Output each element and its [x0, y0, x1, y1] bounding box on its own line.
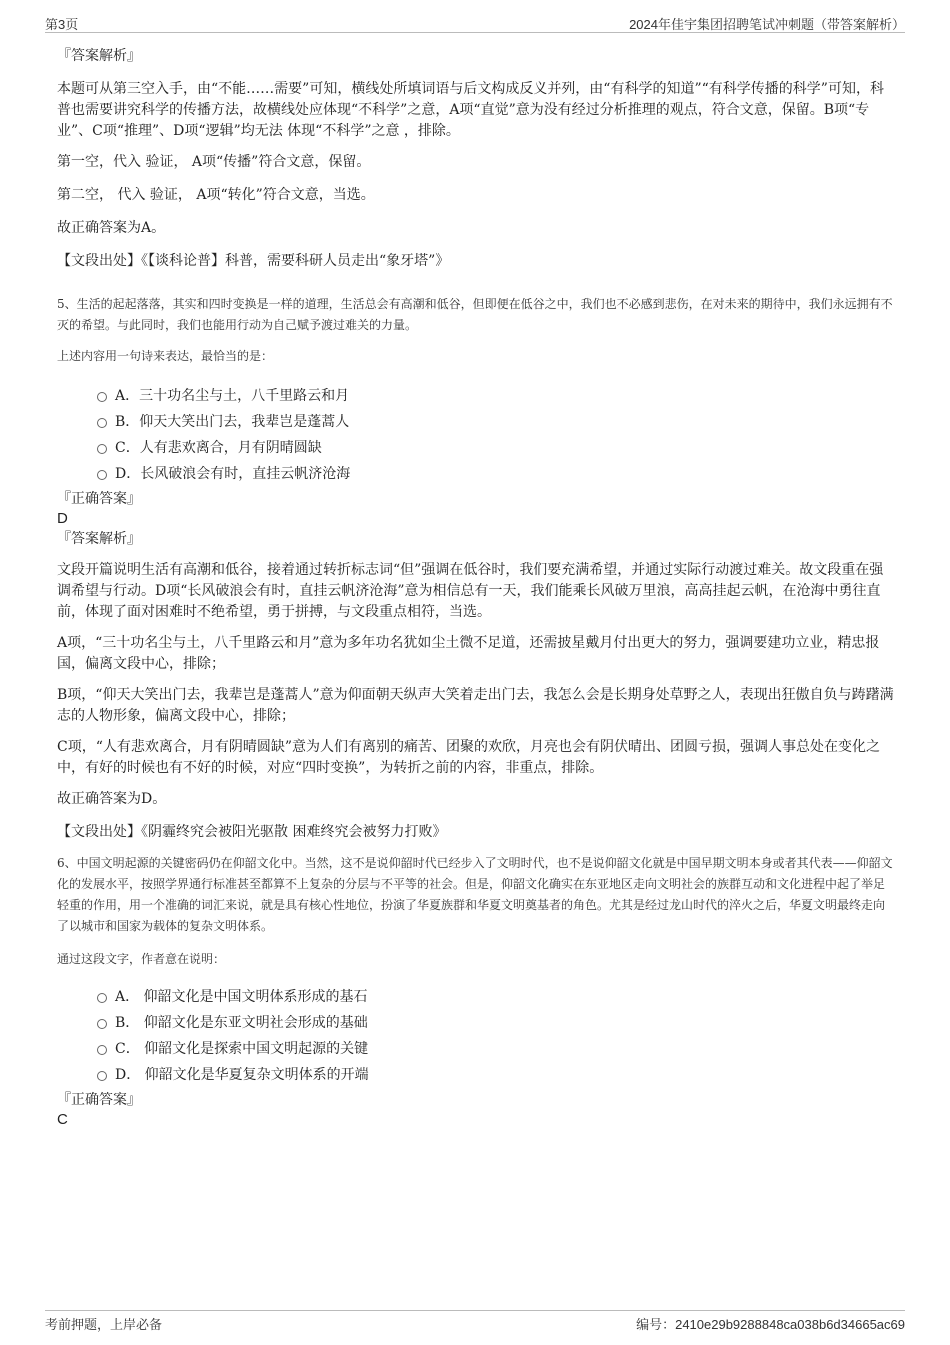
q4-analysis-paragraph: 故正确答案为A。: [57, 220, 166, 236]
q6-option-d[interactable]: [97, 1062, 895, 1088]
q4-source: 【文段出处】《【谈科论普】科普，需要科研人员走出“象牙塔”》: [57, 253, 450, 269]
q5-analysis-paragraph: A项，“三十功名尘与土，八千里路云和月”意为多年功名犹如尘土微不足道，还需披星戴月付出更大的努力，强调要建功立业，精忠报国，偏离文段中心，排除；: [57, 635, 880, 672]
footer-slogan: 考前押题，上岸必备: [45, 1317, 163, 1332]
page-number: 第3页: [45, 17, 79, 32]
radio-icon[interactable]: [97, 444, 107, 454]
q4-analysis-heading: 『答案解析』: [57, 48, 141, 64]
radio-icon[interactable]: [97, 993, 107, 1003]
radio-icon[interactable]: [97, 392, 107, 402]
q6-option-c[interactable]: [97, 1036, 895, 1062]
q5-answer: D: [57, 510, 68, 527]
q5-analysis-heading: 『答案解析』: [57, 531, 141, 547]
page-content: [57, 46, 895, 1129]
q5-analysis-paragraph: B项，“仰天大笑出门去，我辈岂是蓬蒿人”意为仰面朝天纵声大笑着走出门去，我怎么会是长期身处草野之人，表现出狂傲自负与踌躇满志的人物形象，偏离文段中心，排除；: [57, 687, 894, 724]
page-header: [45, 14, 905, 33]
option-label: A． 仰韶文化是中国文明体系形成的基石: [115, 989, 368, 1005]
q6-option-b[interactable]: [97, 1010, 895, 1036]
q6-option-a[interactable]: [97, 984, 895, 1010]
q5-option-c[interactable]: [97, 435, 895, 461]
radio-icon[interactable]: [97, 1045, 107, 1055]
q5-option-a[interactable]: [97, 383, 895, 409]
q6-answer-heading: 『正确答案』: [57, 1092, 141, 1108]
option-label: A．三十功名尘与土，八千里路云和月: [115, 388, 350, 404]
option-label: B．仰天大笑出门去，我辈岂是蓬蒿人: [115, 414, 350, 430]
radio-icon[interactable]: [97, 1071, 107, 1081]
document-title: 2024年佳宇集团招聘笔试冲刺题（带答案解析）: [629, 17, 905, 32]
radio-icon[interactable]: [97, 418, 107, 428]
q6-stem: 6、中国文明起源的关键密码仍在仰韶文化中。当然，这不是说仰韶时代已经步入了文明时代，也不是说仰韶文化就是中国早期文明本身或者其代表——仰韶文化的发展水平，按照学界通行标准甚至都算不上复杂的分层与不平等的社会。但是，仰韶文化确实在东亚地区走向文明社会的族群互动和文化进程中起了举足轻重的作用，用一个准确的词汇来说，就是具有核心性地位，扮演了华夏族群和华夏文明奠基者的角色。尤其是经过龙山时代的淬火之后，华夏文明最终走向了以城市和国家为载体的复杂文明体系。: [57, 856, 893, 933]
option-label: D．长风破浪会有时，直挂云帆济沧海: [115, 466, 351, 482]
document-code: 编号：2410e29b9288848ca038b6d34665ac69: [636, 1317, 905, 1332]
q6-options: [97, 984, 895, 1088]
option-label: D． 仰韶文化是华夏复杂文明体系的开端: [115, 1067, 369, 1083]
q5-analysis-paragraph: C项，“人有悲欢离合，月有阴晴圆缺”意为人们有离别的痛苦、团聚的欢欣，月亮也会有阴伏晴出、团圆亏损，强调人事总处在变化之中，有好的时候也有不好的时候，对应“四时变换”，为转折之前的内容，非重点，排除。: [57, 739, 881, 776]
q5-source: 【文段出处】《阴霾终究会被阳光驱散 困难终究会被努力打败》: [57, 824, 447, 840]
q4-analysis-paragraph: 第一空，代入 验证， A项“传播”符合文意，保留。: [57, 154, 371, 170]
q5-stem: 5、生活的起起落落，其实和四时变换是一样的道理，生活总会有高潮和低谷，但即便在低谷之中，我们也不必感到悲伤，在对未来的期待中，我们永远拥有不灭的希望。与此同时，我们也能用行动为自己赋予渡过难关的力量。: [57, 297, 893, 332]
q5-analysis-paragraph: 故正确答案为D。: [57, 791, 167, 807]
page-footer: [45, 1310, 905, 1331]
q6-answer: C: [57, 1111, 68, 1128]
q5-options: [97, 383, 895, 487]
radio-icon[interactable]: [97, 470, 107, 480]
q5-analysis-paragraph: 文段开篇说明生活有高潮和低谷，接着通过转折标志词“但”强调在低谷时，我们要充满希望，并通过实际行动渡过难关。故文段重在强调希望与行动。D项“长风破浪会有时，直挂云帆济沧海”意为相信总有一天，我们能乘长风破万里浪，高高挂起云帆，在沧海中勇往直前，体现了面对困难时不绝希望，勇于拼搏，与文段重点相符，当选。: [57, 562, 884, 620]
q5-option-d[interactable]: [97, 461, 895, 487]
q6-question: 通过这段文字，作者意在说明：: [57, 952, 226, 966]
q4-analysis-paragraph: 本题可从第三空入手，由“不能……需要”可知，横线处所填词语与后文构成反义并列，由“有科学的知道”“有科学传播的科学”可知，科普也需要讲究科学的传播方法，故横线处应体现“不科学”之意，A项“直觉”意为没有经过分析推理的观点，符合文意，保留。B项“专业”、C项“推理”、D项“逻辑”均无法 体现“不科学”之意 ，排除。: [57, 81, 884, 139]
option-label: B． 仰韶文化是东亚文明社会形成的基础: [115, 1015, 368, 1031]
radio-icon[interactable]: [97, 1019, 107, 1029]
option-label: C．人有悲欢离合，月有阴晴圆缺: [115, 440, 322, 456]
q5-answer-heading: 『正确答案』: [57, 491, 141, 507]
q5-option-b[interactable]: [97, 409, 895, 435]
option-label: C． 仰韶文化是探索中国文明起源的关键: [115, 1041, 369, 1057]
q5-question: 上述内容用一句诗来表达，最恰当的是：: [57, 349, 274, 363]
q4-analysis-paragraph: 第二空， 代入 验证， A项“转化”符合文意，当选。: [57, 187, 375, 203]
